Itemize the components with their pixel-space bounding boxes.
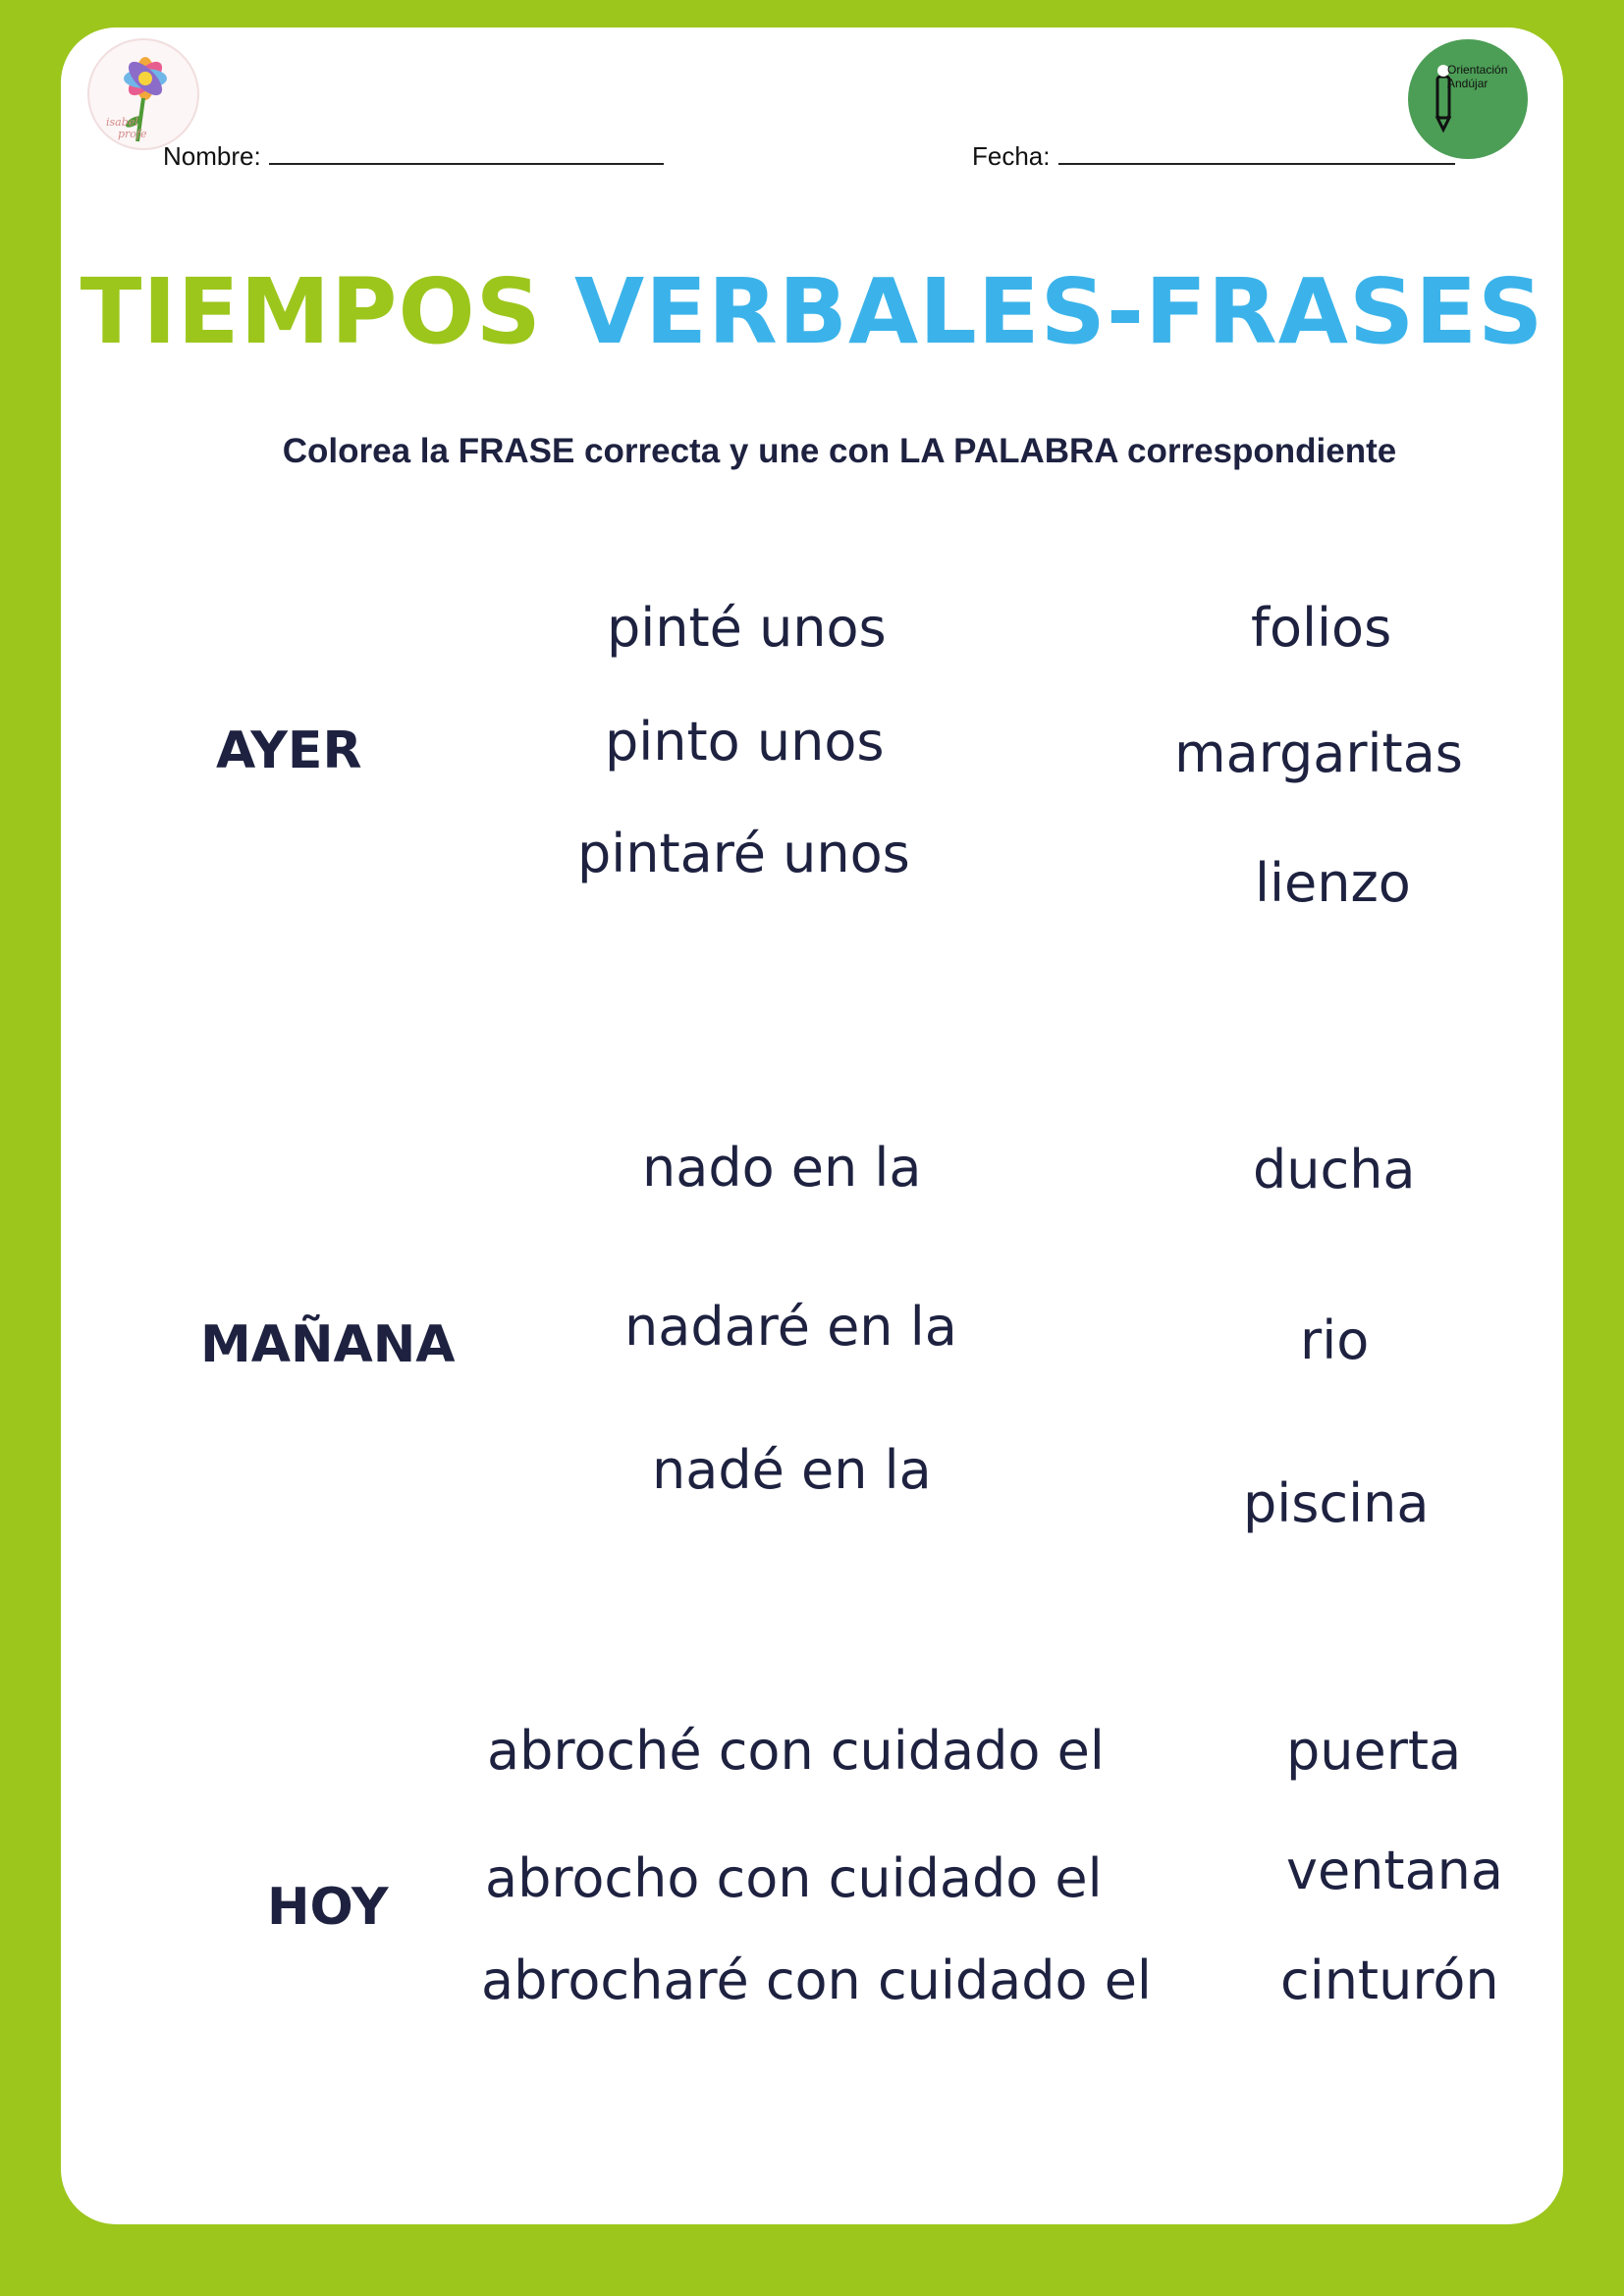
- date-label: Fecha:: [972, 141, 1051, 171]
- date-field[interactable]: [972, 141, 1455, 172]
- phrase-option[interactable]: abrocho con cuidado el: [485, 1847, 1103, 1909]
- name-label: Nombre:: [163, 141, 261, 171]
- instruction-text: Colorea la FRASE correcta y une con LA PALABRA correspondiente: [282, 432, 1397, 470]
- name-field[interactable]: [163, 141, 664, 172]
- time-label-ayer: AYER: [216, 721, 362, 780]
- time-label-hoy: HOY: [267, 1878, 389, 1937]
- word-option[interactable]: rio: [1300, 1309, 1370, 1371]
- page-title: [0, 259, 1624, 364]
- flower-logo: [84, 35, 202, 153]
- time-label-manana: MAÑANA: [200, 1315, 456, 1374]
- word-option[interactable]: ducha: [1253, 1139, 1416, 1201]
- phrase-option[interactable]: abrocharé con cuidado el: [481, 1949, 1152, 2011]
- phrase-option[interactable]: nadé en la: [652, 1439, 932, 1501]
- word-option[interactable]: lienzo: [1255, 852, 1411, 914]
- phrase-option[interactable]: abroché con cuidado el: [487, 1720, 1105, 1782]
- word-option[interactable]: piscina: [1243, 1472, 1430, 1534]
- title-part-green: TIEMPOS: [80, 259, 542, 364]
- svg-text:profe: profe: [118, 128, 147, 140]
- date-line: [1058, 162, 1455, 165]
- name-line: [269, 162, 664, 165]
- svg-text:isabel: isabel: [106, 116, 138, 129]
- word-option[interactable]: ventana: [1286, 1840, 1503, 1901]
- word-option[interactable]: folios: [1251, 597, 1392, 659]
- phrase-option[interactable]: nadaré en la: [624, 1296, 957, 1358]
- phrase-option[interactable]: nado en la: [642, 1137, 922, 1199]
- logo-right-text: Orientación Andújar: [1447, 63, 1508, 90]
- title-part-blue: VERBALES-FRASES: [573, 259, 1544, 364]
- phrase-option[interactable]: pinto unos: [605, 711, 885, 773]
- phrase-option[interactable]: pintaré unos: [577, 823, 910, 884]
- word-option[interactable]: cinturón: [1280, 1949, 1499, 2011]
- word-option[interactable]: margaritas: [1174, 722, 1463, 784]
- word-option[interactable]: puerta: [1286, 1720, 1462, 1782]
- phrase-option[interactable]: pinté unos: [607, 597, 887, 659]
